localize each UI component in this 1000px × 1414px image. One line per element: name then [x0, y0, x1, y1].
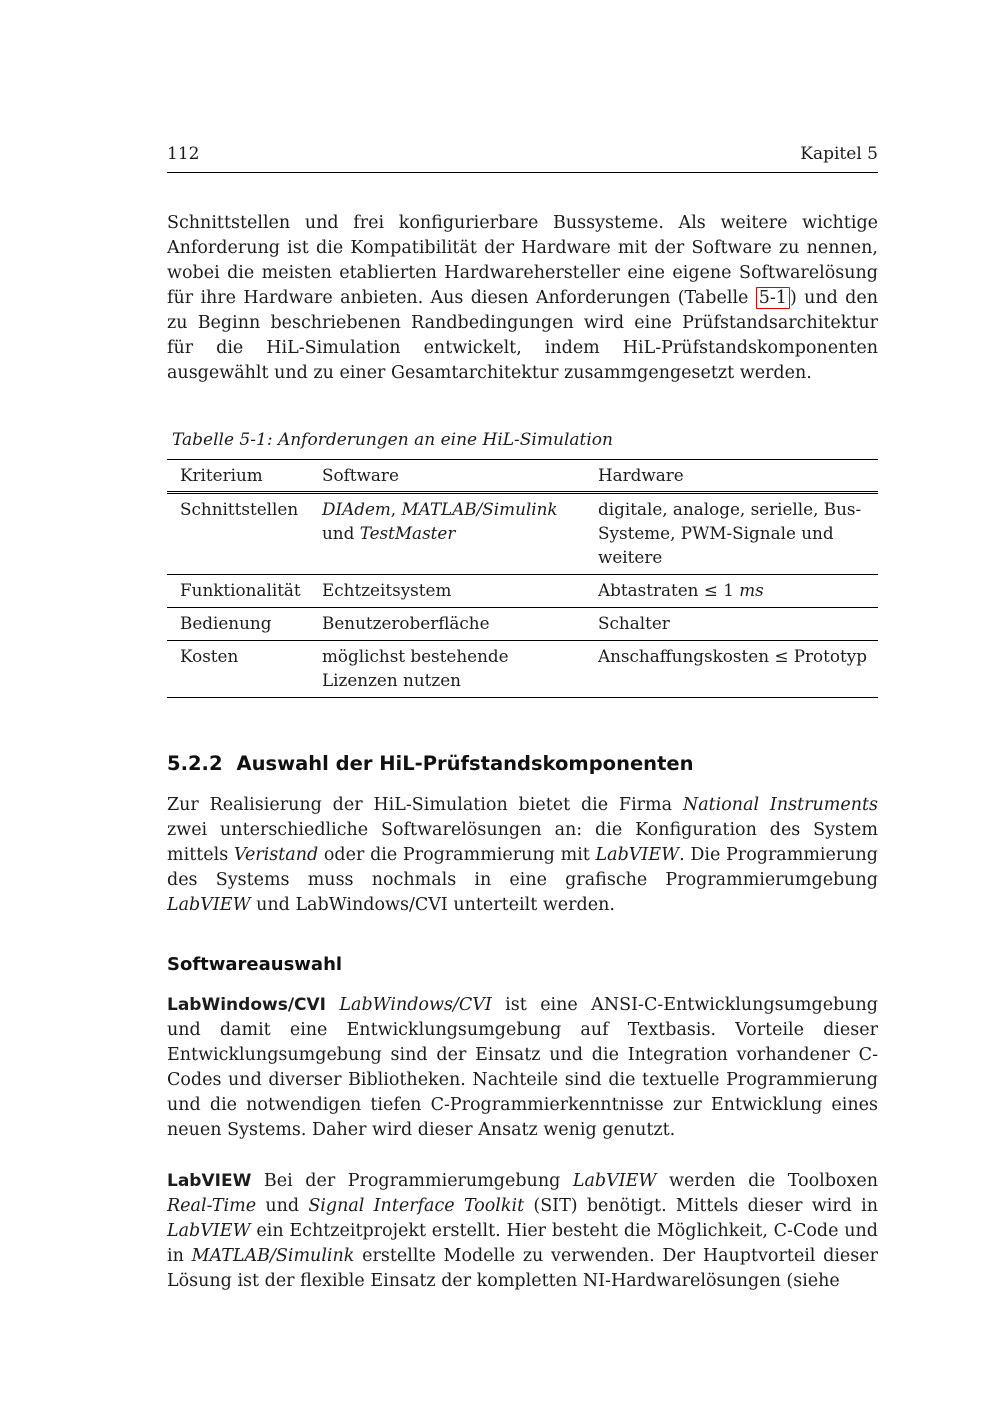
labview-paragraph: LabVIEW Bei der Programmierumgebung LabVIEW werden die Toolboxen Real-Time und Signal Interface Toolkit (SIT) benötigt. Mittels dieser wird in LabVIEW ein Echtzeitprojekt erstellt. Hier besteht die Möglichkeit, C-Code und in MATLAB/Simulink erstellte Modelle zu verwenden. Der Hauptvorteil dieser Lösung ist der flexible Einsatz der kompletten NI-Hardwarelösungen (siehe — [167, 1171, 879, 1291]
page-number: 112 — [167, 144, 200, 164]
cell-hardware: Anschaffungskosten ≤ Prototyp — [585, 641, 878, 698]
intro-paragraph: Schnittstellen und frei konfigurierbare Bussysteme. Als weitere wichtige Anforderung ist die Kompatibilität der Hardware mit der Software zu nennen, wobei die meisten etablierten Hardwarehersteller eine eigene Softwarelösung für ihre Hardware anbieten. Aus diesen Anforderungen (Tabelle 5-1 ) und den zu Beginn beschriebenen Randbedingungen wird eine Prüfstandsarchitektur für die HiL-Simulation entwickelt, indem HiL-Prüfstandskomponenten ausgewählt und zu einer Gesamtarchitektur zusammgengesetzt werden. — [167, 213, 878, 383]
cell-hardware: Schalter — [585, 608, 878, 641]
cell-software: DIAdem, MATLAB/Simulink und TestMaster — [309, 493, 585, 575]
subsection-heading-softwareauswahl: Softwareauswahl — [167, 954, 343, 975]
table-row-funktionalitaet — [167, 575, 878, 608]
labwindows-cvi-paragraph: LabWindows/CVI LabWindows/CVI ist eine ANSI-C-Entwicklungsumgebung und damit eine Entwicklungsumgebung auf Textbasis. Vorteile dieser Entwicklungsumgebung sind der Einsatz und die Integration vorhandener C-Codes und diverser Bibliotheken. Nachteile sind die textuelle Programmierung und die notwendigen tiefen C-Programmierkenntnisse zur Entwicklung eines neuen Systems. Daher wird dieser Ansatz wenig genutzt. — [167, 995, 878, 1140]
cell-software: möglichst bestehende Lizenzen nutzen — [309, 641, 585, 698]
table-ref-5-1-link[interactable]: 5-1 — [756, 287, 790, 309]
section-number: 5.2.2 — [167, 752, 223, 775]
cell-kriterium: Kosten — [167, 641, 309, 698]
chapter-label: Kapitel 5 — [800, 144, 878, 164]
page-header — [167, 144, 878, 173]
cell-kriterium: Funktionalität — [167, 575, 309, 608]
column-header-software: Software — [309, 460, 585, 493]
cell-software: Echtzeitsystem — [309, 575, 585, 608]
requirements-table — [167, 459, 878, 698]
software-overview-paragraph: Zur Realisierung der HiL-Simulation bietet die Firma National Instruments zwei unterschiedliche Softwarelösungen an: die Konfiguration des System mittels Veristand oder die Programmierung mit LabVIEW. Die Programmierung des Systems muss nochmals in eine grafische Programmierumgebung LabVIEW und LabWindows/CVI unterteilt werden. — [167, 795, 878, 915]
table-row-kosten — [167, 641, 878, 698]
table-row-bedienung — [167, 608, 878, 641]
cell-kriterium: Schnittstellen — [167, 493, 309, 575]
section-title: Auswahl der HiL-Prüfstandskomponenten — [236, 752, 694, 775]
section-heading-5-2-2 — [167, 752, 878, 775]
cell-software: Benutzeroberfläche — [309, 608, 585, 641]
cell-kriterium: Bedienung — [167, 608, 309, 641]
table-row-schnittstellen — [167, 493, 878, 575]
column-header-kriterium: Kriterium — [167, 460, 309, 493]
table-caption: Tabelle 5-1: Anforderungen an eine HiL-Simulation — [172, 430, 613, 450]
cell-hardware: Abtastraten ≤ 1 ms — [585, 575, 878, 608]
column-header-hardware: Hardware — [585, 460, 878, 493]
table-header-row — [167, 460, 878, 493]
cell-hardware: digitale, analoge, serielle, Bus-Systeme, PWM-Signale und weitere — [585, 493, 878, 575]
